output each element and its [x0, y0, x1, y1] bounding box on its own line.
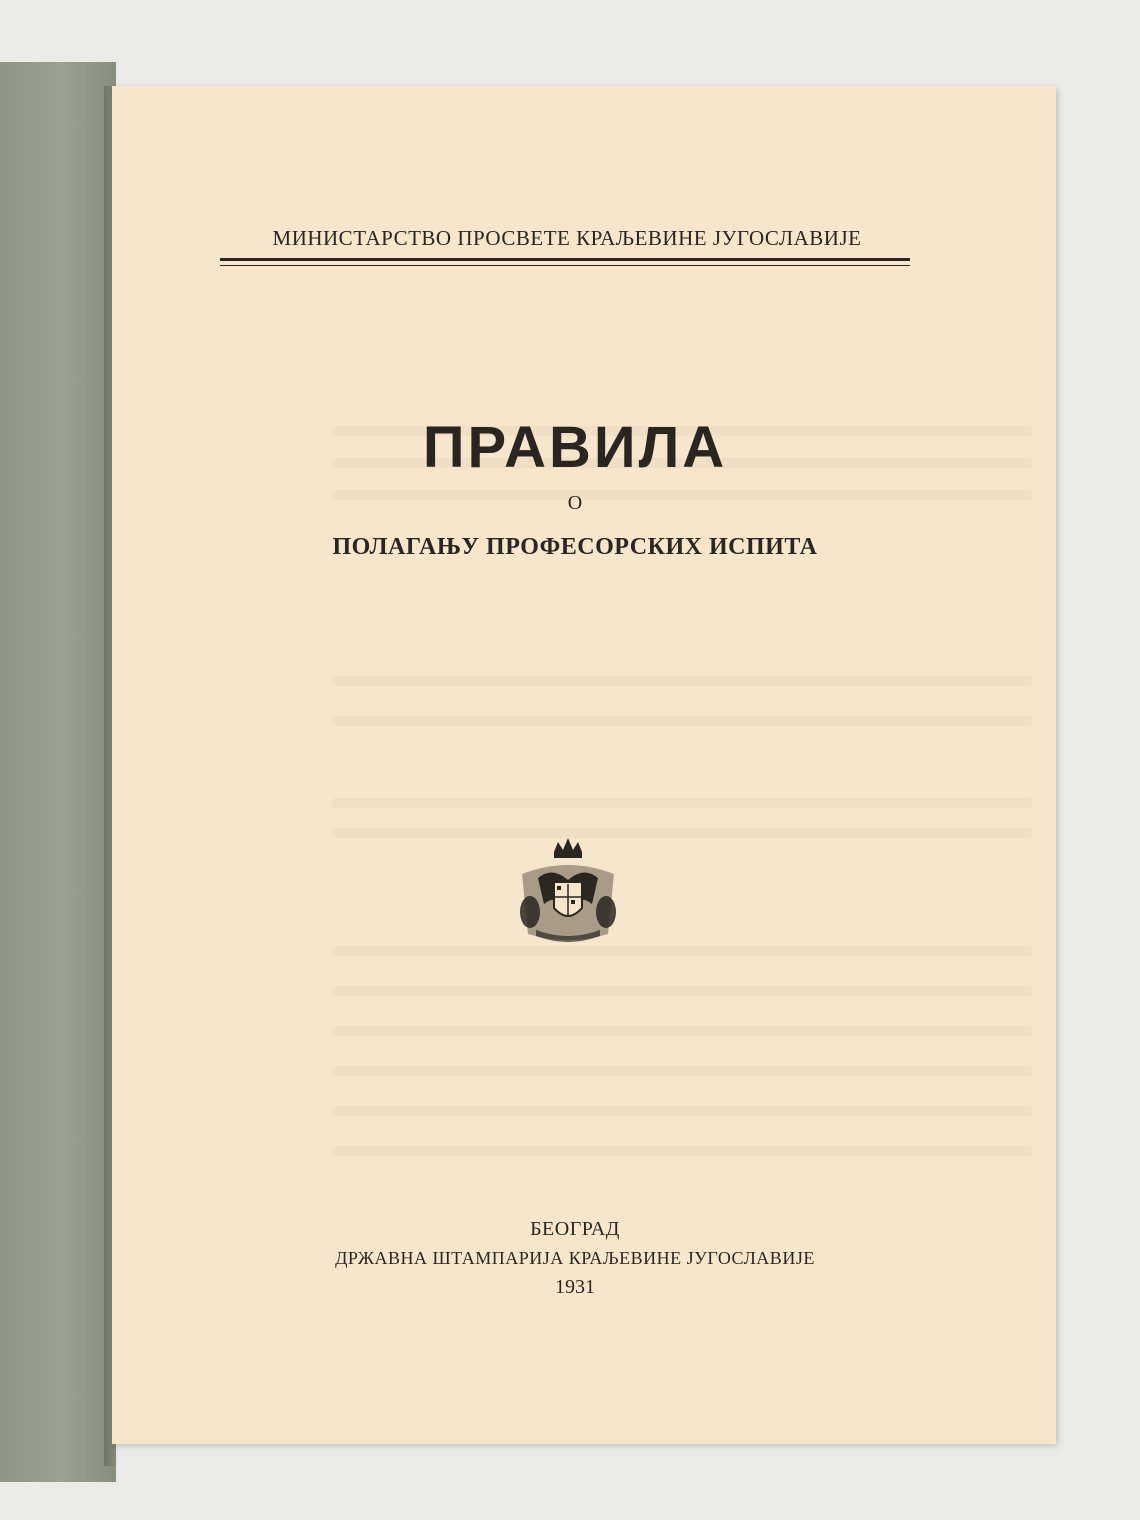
show-through-line	[332, 716, 1032, 726]
page-title: ПРАВИЛА	[422, 415, 728, 480]
imprint-printer: ДРЖАВНА ШТАМПАРИЈА КРАЉЕВИНЕ ЈУГОСЛАВИЈЕ	[335, 1248, 815, 1268]
royal-coat-of-arms-icon	[508, 834, 628, 954]
booklet-cover	[0, 62, 116, 1482]
show-through-line	[332, 798, 1032, 808]
show-through-line	[332, 946, 1032, 956]
title-page	[112, 86, 1056, 1444]
page-subtitle: ПОЛАГАЊУ ПРОФЕСОРСКИХ ИСПИТА	[332, 534, 818, 560]
header-rule-thick	[220, 258, 910, 261]
header-rule-thin	[220, 265, 910, 266]
show-through-line	[332, 1146, 1032, 1156]
show-through-line	[332, 1106, 1032, 1116]
ministry-header: МИНИСТАРСТВО ПРОСВЕТЕ КРАЉЕВИНЕ ЈУГОСЛАВИЈЕ	[272, 226, 862, 250]
show-through-line	[332, 1066, 1032, 1076]
imprint-city: БЕОГРАД	[530, 1218, 620, 1240]
show-through-line	[332, 676, 1032, 686]
subtitle-connector: О	[567, 492, 583, 514]
show-through-line	[332, 986, 1032, 996]
imprint-year: 1931	[555, 1276, 595, 1298]
show-through-line	[332, 1026, 1032, 1036]
show-through-line	[332, 828, 1032, 838]
